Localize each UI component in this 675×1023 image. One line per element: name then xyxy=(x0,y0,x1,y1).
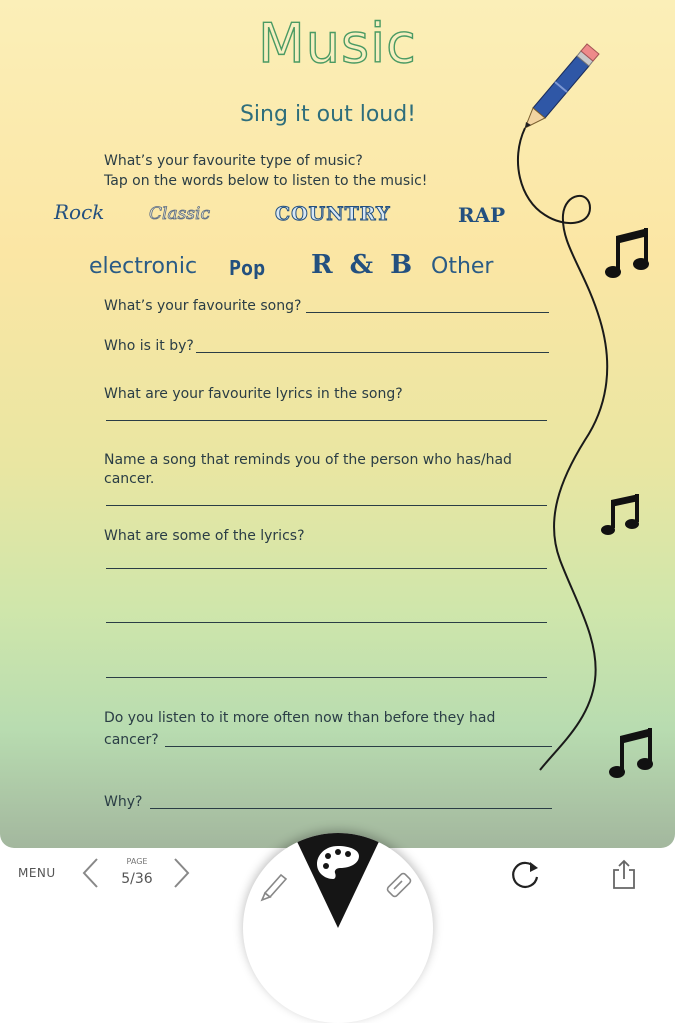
answer-line-listen-more[interactable] xyxy=(165,746,552,747)
question-reminds-song: Name a song that reminds you of the person who has/had xyxy=(104,452,512,468)
answer-line-why[interactable] xyxy=(150,808,552,809)
genre-classic-link[interactable]: Classic xyxy=(149,204,210,224)
menu-button[interactable]: MENU xyxy=(18,866,56,880)
share-icon[interactable] xyxy=(610,858,638,892)
question-why: Why? xyxy=(104,794,143,810)
page-title: Music xyxy=(258,12,417,75)
genre-rock-link[interactable]: Rock xyxy=(54,200,105,224)
answer-line-reminds-song[interactable] xyxy=(106,505,547,506)
answer-line-lyrics-1[interactable] xyxy=(106,568,547,569)
question-favourite-lyrics: What are your favourite lyrics in the song? xyxy=(104,386,403,402)
genre-country-link[interactable]: COUNTRY xyxy=(275,203,391,225)
music-note-icon xyxy=(601,494,639,535)
page-label: PAGE xyxy=(126,857,148,866)
question-reminds-song-cont: cancer. xyxy=(104,471,155,487)
music-note-icon xyxy=(605,228,649,278)
question-listen-more-cont: cancer? xyxy=(104,732,159,748)
eraser-icon[interactable] xyxy=(386,872,411,897)
genre-pop-link[interactable]: Pop xyxy=(229,256,266,280)
music-note-icon xyxy=(609,728,653,778)
tool-dial[interactable] xyxy=(243,833,433,1023)
intro-question: What’s your favourite type of music? xyxy=(104,153,363,169)
question-who-by: Who is it by? xyxy=(104,338,194,354)
tool-dial-wedges xyxy=(243,833,433,1023)
answer-line-lyrics-3[interactable] xyxy=(106,677,547,678)
intro-instruction: Tap on the words below to listen to the music! xyxy=(104,173,428,189)
refresh-icon[interactable] xyxy=(508,858,542,892)
question-some-lyrics: What are some of the lyrics? xyxy=(104,528,305,544)
chevron-right-icon[interactable] xyxy=(170,856,192,890)
question-favourite-song: What’s your favourite song? xyxy=(104,298,302,314)
question-listen-more: Do you listen to it more often now than before they had xyxy=(104,710,496,726)
pencil-icon xyxy=(525,44,599,128)
answer-line-lyrics-2[interactable] xyxy=(106,622,547,623)
genre-rnb-link[interactable]: R & B xyxy=(311,250,417,280)
answer-line-who-by[interactable] xyxy=(196,352,549,353)
answer-line-favourite-lyrics[interactable] xyxy=(106,420,547,421)
answer-line-favourite-song[interactable] xyxy=(306,312,549,313)
pencil-tool-icon[interactable] xyxy=(262,875,286,900)
page-number: 5/36 xyxy=(121,871,153,887)
pencil-string-doodle xyxy=(518,128,607,770)
genre-electronic-link[interactable]: electronic xyxy=(89,254,198,279)
genre-other-link[interactable]: Other xyxy=(431,254,494,279)
chevron-left-icon[interactable] xyxy=(80,856,102,890)
page-subtitle: Sing it out loud! xyxy=(239,102,417,127)
genre-rap-link[interactable]: RAP xyxy=(458,203,506,227)
